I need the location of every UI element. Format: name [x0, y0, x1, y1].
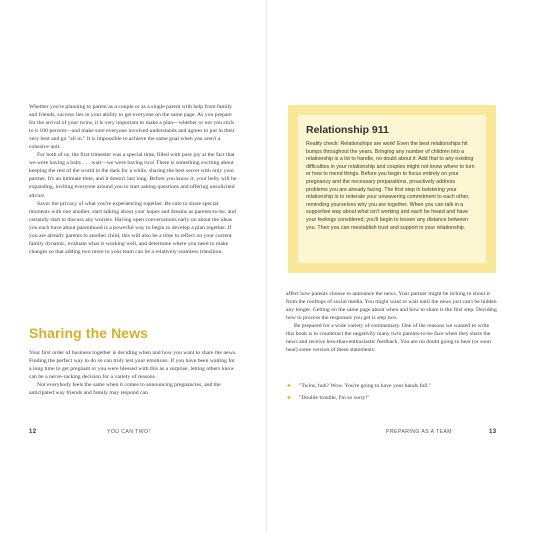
- sidebar-body: Reality check: Relationships are work! Even the best relationships hit bumps throughout the years. Bringing any number of children into a relationship is a lot to handle, no doubt about it. Add that to any existing difficulties in your relationship and couples might not know where to turn or how to mend things. Before you begin to focus entirely on your pregnancy and the necessary preparations, proactively address problems you are already facing. The first step in bolstering your relationship is to reiterate your unwavering commitment to each other, reminding yourselves why you are together. When you can talk in a supportive way about what isn't working and each be heard and have your feelings considered, you'll begin to lessen any distance between you. Then you can reestablish trust and support in your relationship.: [306, 141, 475, 231]
- quote-text: "Twins, huh? Wow. You're going to have your hands full.": [299, 383, 432, 389]
- sidebar-title: Relationship 911: [306, 124, 389, 136]
- right-text: [286, 290, 498, 354]
- paragraph: Whether you're planning to parent as a couple or as a single parent with help from family and friends, success lies in your ability to get everyone on the same page. As you prepare for the arrival of your twins, it is very important to make a plan—whether or not you stick to it 100 percent—and make sure everyone involved understands and agrees to put in their very best and go "all in." It is impossible to achieve the same goal when you aren't a cohesive unit.: [29, 104, 235, 151]
- paragraph: Be prepared for a wide variety of commentary. One of the reasons we wanted to write this book is to counteract the negativity many twin parents-to-be face when they share the news and receive less-than-enthusiastic feedback. You are no doubt going to hear (or soon hear) some version of these statements:: [286, 323, 491, 354]
- sidebar-box: [288, 105, 496, 273]
- running-head: YOU CAN TWO!: [107, 429, 151, 435]
- paragraph: Not everybody feels the same when it comes to announcing pregnancies, and the anticipated way friends and family may respond can: [29, 382, 221, 397]
- star-bullet-icon: ✦: [286, 382, 292, 390]
- left-page: [0, 0, 266, 533]
- quote-item: [286, 394, 498, 406]
- section-heading: Sharing the News: [29, 325, 149, 341]
- running-head: PREPARING AS A TEAM: [386, 429, 452, 435]
- left-bottom-text: [29, 349, 237, 397]
- page-number: 12: [29, 429, 37, 435]
- right-page: [267, 0, 533, 533]
- paragraph: affect how parents choose to announce the news. Your partner might be itching to shout it from the rooftops of social media. You might want to wait until the news just can't be hidden any longer. Getting on the same page about when and how to share is the first step. Deciding how to process the responses you get is step two.: [286, 291, 497, 322]
- sidebar-panel: [298, 115, 486, 263]
- paragraph: Your first order of business together is deciding when and how you want to share the news. Finding the perfect way to do so can truly test your emotions. If you have been waiting for a long time to get pregnant or you were blessed with this as a surprise, letting others know can be a nerve-racking decision for a variety of reasons.: [29, 350, 237, 381]
- paragraph: For both of us, the first trimester was a special time, filled with pure joy at the fact that we were having a baby . . . wait—we were having two! There is something exciting about keeping the rest of the world in the dark for a while, sharing the best secret with only your partner. It's an intimate time, and it doesn't last long. Before you know it, your belly will be expanding, inviting everyone around you to start asking questions and offering unsolicited advice.: [29, 152, 237, 199]
- quote-text: "Double trouble, I'm so sorry!": [299, 395, 370, 401]
- star-bullet-icon: ✦: [286, 394, 292, 402]
- page-number: 13: [489, 429, 497, 435]
- quote-list: [286, 382, 498, 406]
- quote-item: [286, 382, 498, 394]
- paragraph: Savor the privacy of what you're experiencing together. Be sure to share special moments with one another, start talking about your hopes and dreams as parents-to-be, and certainly start to discuss any worries. Having open conversations early on about the ideas you each have about parenthood is a powerful way to begin to develop a plan together. If you are already parents to another child, this will also be a time to reflect on your current family dynamic, evaluate what is working well, and determine where you need to make changes so that adding two more to your team can be a relatively seamless transition.: [29, 200, 236, 255]
- left-top-text: [29, 103, 237, 256]
